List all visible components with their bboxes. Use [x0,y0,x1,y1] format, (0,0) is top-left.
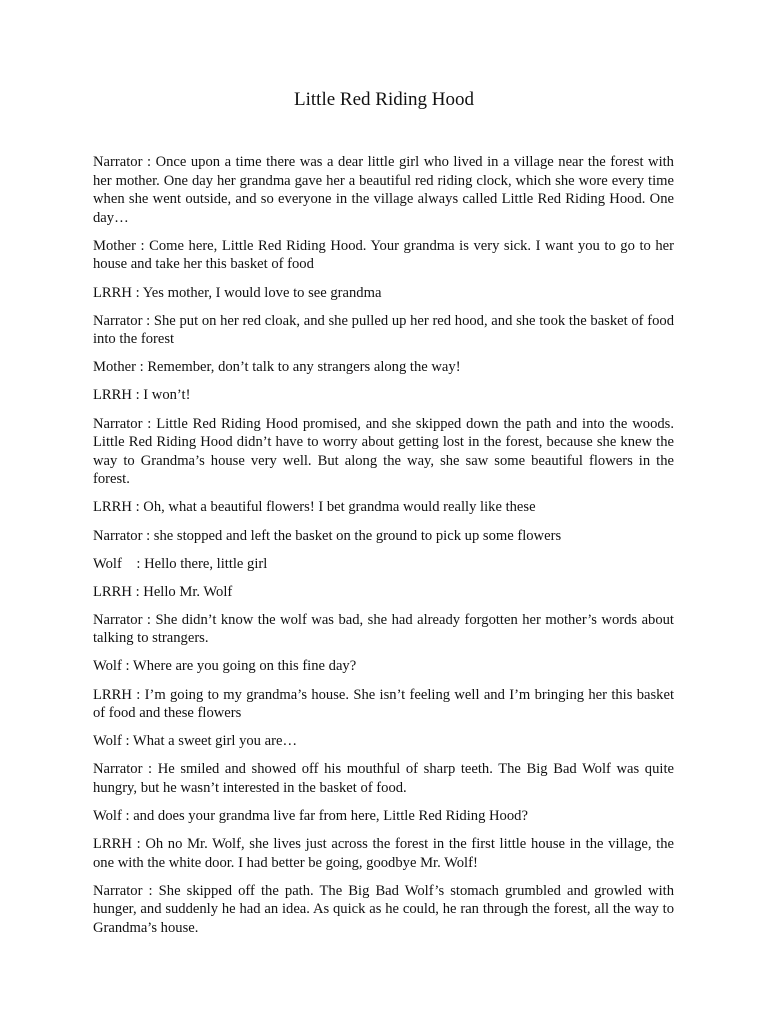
speaker-name: Narrator [93,154,143,170]
dialogue-paragraph: Narrator : She put on her red cloak, and she pulled up her red hood, and she took the basket of food into the forest [93,312,674,348]
dialogue-paragraph: Wolf : Hello there, little girl [93,555,268,572]
speaker-name: Narrator [93,415,143,432]
dialogue-text: I’m going to my grandma’s house. She isn’t feeling well and I’m bringing her this basket of food and these flowers [93,686,675,722]
speaker-name: Narrator [93,761,143,778]
dialogue-paragraph: LRRH : Oh, what a beautiful flowers! I bet grandma would really like these [93,499,536,516]
dialogue-text: Come here, Little Red Riding Hood. Your grandma is very sick. I want you to go to her house and take her this basket of food [93,237,674,273]
speaker-name: Narrator [93,882,143,899]
dialogue-paragraph: Narrator : Little Red Riding Hood promised, and she skipped down the path and into the woods. Little Red Riding Hood didn’t have to worry about getting lost in the forest, because she knew the way to Grandma’s house very well. But along the way, she saw some beautiful flowers in the forest. [93,415,674,488]
dialogue-text: He smiled and showed off his mouthful of sharp teeth. The Big Bad Wolf was quite hungry, but he wasn’t interested in the basket of food. [93,761,674,796]
document-title: Little Red Riding Hood [294,89,474,110]
speaker-name: Wolf [93,808,122,825]
speaker-name: Narrator [93,611,143,628]
dialogue-paragraph: Wolf : What a sweet girl you are… [93,733,298,750]
dialogue-paragraph: Wolf : Where are you going on this fine day? [93,658,357,675]
dialogue-text: Yes mother, I would love to see grandma [142,284,382,301]
dialogue-text: she stopped and left the basket on the ground to pick up some flowers [153,527,562,544]
dialogue-paragraph: Narrator : He smiled and showed off his mouthful of sharp teeth. The Big Bad Wolf was quite hungry, but he wasn’t interested in the basket of food. [93,761,674,796]
dialogue-paragraph: LRRH : I won’t! [93,387,191,404]
speaker-name: LRRH [93,387,132,404]
dialogue-text: Hello there, little girl [144,555,268,572]
dialogue-text: Once upon a time there was a dear little girl who lived in a village near the forest with her mother. One day her grandma gave her a beautiful red riding clock, which she wore every time when she went outside, and so everyone in the village always called Little Red Riding Hood. One day… [93,154,674,226]
dialogue-text: She didn’t know the wolf was bad, she had already forgotten her mother’s words about talking to strangers. [93,611,674,647]
dialogue-paragraph: Mother : Come here, Little Red Riding Hood. Your grandma is very sick. I want you to go to her house and take her this basket of food [93,237,674,273]
dialogue-paragraph: Narrator : she stopped and left the basket on the ground to pick up some flowers [93,527,562,544]
dialogue-text: She skipped off the path. The Big Bad Wolf’s stomach grumbled and growled with hunger, and suddenly he had an idea. As quick as he could, he ran through the forest, all the way to Grandma’s house. [93,882,674,936]
speaker-name: LRRH [93,284,132,301]
dialogue-paragraph: Mother : Remember, don’t talk to any strangers along the way! [93,359,461,376]
speaker-name: Wolf [93,658,122,675]
dialogue-paragraph: LRRH : Hello Mr. Wolf [93,583,233,600]
speaker-name: Narrator [93,312,143,329]
speaker-name: LRRH [93,686,132,703]
speaker-name: Narrator [93,527,143,544]
dialogue-text: Remember, don’t talk to any strangers along the way! [147,359,461,376]
dialogue-text: I won’t! [143,387,191,404]
dialogue-text: She put on her red cloak, and she pulled up her red hood, and she took the basket of food into the forest [93,312,674,348]
dialogue-text: Oh no Mr. Wolf, she lives just across the forest in the first little house in the village, the one with the white door. I had better be going, goodbye Mr. Wolf! [93,836,675,871]
speaker-name: LRRH [93,499,132,516]
speaker-name: Wolf [93,555,133,572]
dialogue-paragraph: Wolf : and does your grandma live far from here, Little Red Riding Hood? [93,808,528,825]
dialogue-text: and does your grandma live far from here, Little Red Riding Hood? [133,808,528,825]
dialogue-paragraph: Narrator : She skipped off the path. The Big Bad Wolf’s stomach grumbled and growled with hunger, and suddenly he had an idea. As quick as he could, he ran through the forest, all the way to Grandma’s house. [93,882,674,936]
dialogue-text: Where are you going on this fine day? [132,658,357,675]
speaker-name: Wolf [93,733,122,750]
dialogue-paragraph: LRRH : Oh no Mr. Wolf, she lives just across the forest in the first little house in the village, the one with the white door. I had better be going, goodbye Mr. Wolf! [93,836,675,871]
dialogue-text: Hello Mr. Wolf [143,583,233,600]
speaker-name: LRRH [93,583,132,600]
dialogue-paragraph: Narrator : Once upon a time there was a dear little girl who lived in a village near the forest with her mother. One day her grandma gave her a beautiful red riding clock, which she wore every time when she went outside, and so everyone in the village always called Little Red Riding Hood. One day… [93,154,674,226]
speaker-name: Mother [93,359,136,376]
dialogue-text: Little Red Riding Hood promised, and she skipped down the path and into the woods. Little Red Riding Hood didn’t have to worry about getting lost in the forest, because she knew the way to Grandma’s house very well. But along the way, she saw some beautiful flowers in the forest. [93,415,674,488]
dialogue-script [93,153,674,947]
speaker-name: LRRH [93,836,132,853]
speaker-name: Mother [93,237,136,254]
dialogue-paragraph: LRRH : I’m going to my grandma’s house. She isn’t feeling well and I’m bringing her this basket of food and these flowers [93,686,675,722]
dialogue-paragraph: Narrator : She didn’t know the wolf was bad, she had already forgotten her mother’s words about talking to strangers. [93,611,674,647]
dialogue-text: Oh, what a beautiful flowers! I bet grandma would really like these [143,499,536,516]
dialogue-paragraph: LRRH : Yes mother, I would love to see grandma [93,284,382,301]
dialogue-text: What a sweet girl you are… [132,733,298,750]
